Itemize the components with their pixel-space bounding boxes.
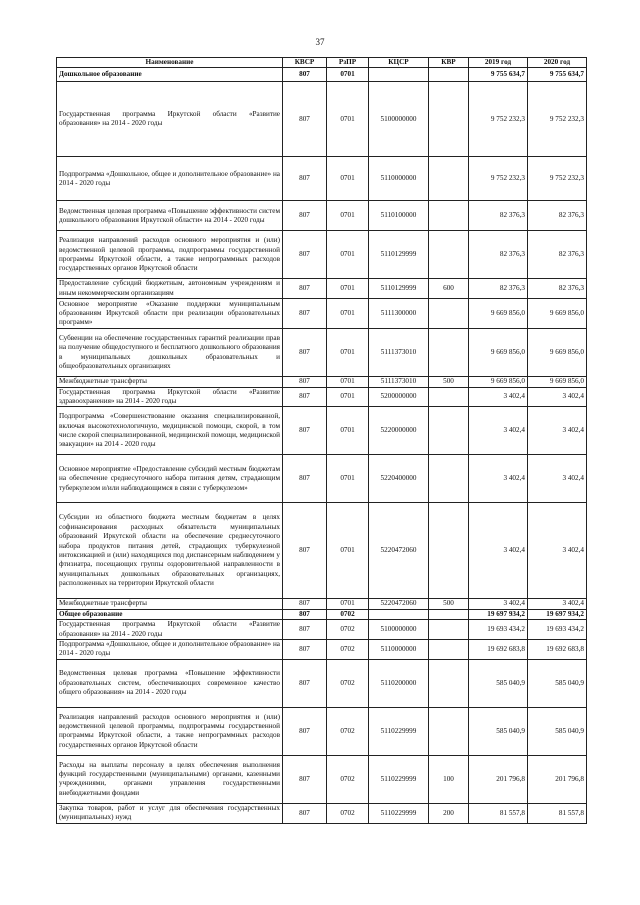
- cell-kvsr: 807: [283, 377, 327, 387]
- cell-kvsr: 807: [283, 609, 327, 619]
- cell-kcsr: 5110000000: [369, 157, 429, 201]
- cell-2019: 9 669 856,0: [469, 329, 528, 377]
- cell-kvsr: 807: [283, 329, 327, 377]
- cell-2020: 82 376,3: [528, 231, 587, 279]
- cell-kvsr: 807: [283, 640, 327, 660]
- cell-name: Основное мероприятие «Предоставление субсидий местным бюджетам на обеспечение среднесуточного набора питания детям, страдающим туберкулезом и/или наблюдающимся в связи с туберкулезом»: [57, 455, 283, 503]
- cell-rzpr: 0701: [327, 407, 369, 455]
- table-row: [57, 609, 587, 619]
- table-row: [57, 279, 587, 299]
- cell-name: Подпрограмма «Совершенствование оказания специализированной, включая высокотехнологичную, медицинской помощи, скорой, в том числе скорой специализированной, медицинской помощи, медицинской эвакуации» на 2014 - 2020 годы: [57, 407, 283, 455]
- cell-rzpr: 0702: [327, 803, 369, 823]
- cell-rzpr: 0701: [327, 201, 369, 231]
- table-row: [57, 157, 587, 201]
- cell-kvr: [429, 157, 469, 201]
- cell-2020: 9 755 634,7: [528, 68, 587, 82]
- table-row: [57, 201, 587, 231]
- budget-table: [56, 57, 587, 824]
- cell-kvr: [429, 620, 469, 640]
- cell-kvsr: 807: [283, 620, 327, 640]
- cell-2019: 3 402,4: [469, 387, 528, 407]
- cell-rzpr: 0701: [327, 157, 369, 201]
- cell-kcsr: [369, 609, 429, 619]
- cell-rzpr: 0702: [327, 707, 369, 755]
- cell-name: Государственная программа Иркутской области «Развитие здравоохранения» на 2014 - 2020 годы: [57, 387, 283, 407]
- table-row: [57, 620, 587, 640]
- cell-kcsr: 5100000000: [369, 620, 429, 640]
- cell-kvr: 600: [429, 279, 469, 299]
- cell-2020: 9 752 232,3: [528, 157, 587, 201]
- cell-2020: 201 796,8: [528, 755, 587, 803]
- cell-rzpr: 0701: [327, 82, 369, 157]
- cell-kcsr: 5110229999: [369, 707, 429, 755]
- cell-kcsr: 5110229999: [369, 803, 429, 823]
- cell-name: Субвенции на обеспечение государственных гарантий реализации прав на получение общедоступного и бесплатного дошкольного образования в муниципальных дошкольных образовательных и общеобразовательных организациях: [57, 329, 283, 377]
- cell-kvsr: 807: [283, 755, 327, 803]
- cell-2020: 3 402,4: [528, 503, 587, 599]
- cell-name: Расходы на выплаты персоналу в целях обеспечения выполнения функций государственными (муниципальными) органами, казенными учреждениями, органами управления государственными внебюджетными фондами: [57, 755, 283, 803]
- cell-2019: 3 402,4: [469, 407, 528, 455]
- cell-2019: 82 376,3: [469, 279, 528, 299]
- cell-2019: 585 040,9: [469, 659, 528, 707]
- cell-kvsr: 807: [283, 599, 327, 609]
- table-row: [57, 755, 587, 803]
- cell-kvr: 500: [429, 599, 469, 609]
- cell-kcsr: 5110000000: [369, 640, 429, 660]
- cell-kvsr: 807: [283, 659, 327, 707]
- cell-kvsr: 807: [283, 68, 327, 82]
- cell-kcsr: 5111373010: [369, 329, 429, 377]
- table-row: [57, 503, 587, 599]
- cell-kcsr: 5111373010: [369, 377, 429, 387]
- cell-name: Основное мероприятие «Оказание поддержки муниципальным образованиям Иркутской области при реализации образовательных программ»: [57, 299, 283, 329]
- cell-2020: 19 693 434,2: [528, 620, 587, 640]
- cell-kvr: [429, 387, 469, 407]
- cell-kcsr: 5220472060: [369, 503, 429, 599]
- cell-kvsr: 807: [283, 407, 327, 455]
- cell-2019: 9 752 232,3: [469, 157, 528, 201]
- cell-2019: 82 376,3: [469, 231, 528, 279]
- cell-rzpr: 0701: [327, 299, 369, 329]
- cell-kvsr: 807: [283, 803, 327, 823]
- cell-2019: 9 752 232,3: [469, 82, 528, 157]
- table-row: [57, 803, 587, 823]
- cell-rzpr: 0701: [327, 455, 369, 503]
- cell-kcsr: 5200000000: [369, 387, 429, 407]
- cell-name: Ведомственная целевая программа «Повышение эффективности систем дошкольного образования Иркутской области» на 2014 - 2020 годы: [57, 201, 283, 231]
- cell-kcsr: 5220472060: [369, 599, 429, 609]
- cell-rzpr: 0702: [327, 640, 369, 660]
- cell-kcsr: [369, 68, 429, 82]
- cell-rzpr: 0701: [327, 68, 369, 82]
- cell-kvr: [429, 82, 469, 157]
- table-row: [57, 329, 587, 377]
- cell-name: Закупка товаров, работ и услуг для обеспечения государственных (муниципальных) нужд: [57, 803, 283, 823]
- cell-kvr: [429, 455, 469, 503]
- cell-rzpr: 0702: [327, 755, 369, 803]
- cell-rzpr: 0701: [327, 387, 369, 407]
- cell-kcsr: 5100000000: [369, 82, 429, 157]
- cell-kcsr: 5110100000: [369, 201, 429, 231]
- cell-kvsr: 807: [283, 157, 327, 201]
- cell-2019: 201 796,8: [469, 755, 528, 803]
- cell-rzpr: 0701: [327, 279, 369, 299]
- cell-rzpr: 0702: [327, 609, 369, 619]
- cell-kvr: 200: [429, 803, 469, 823]
- cell-rzpr: 0701: [327, 231, 369, 279]
- page-number: 37: [315, 37, 325, 47]
- table-header-row: [57, 58, 587, 68]
- cell-kvsr: 807: [283, 299, 327, 329]
- table-row: [57, 68, 587, 82]
- cell-name: Государственная программа Иркутской области «Развитие образования» на 2014 - 2020 годы: [57, 620, 283, 640]
- table-row: [57, 387, 587, 407]
- cell-name: Дошкольное образование: [57, 68, 283, 82]
- cell-rzpr: 0701: [327, 599, 369, 609]
- cell-2019: 585 040,9: [469, 707, 528, 755]
- cell-kcsr: 5220400000: [369, 455, 429, 503]
- cell-2019: 81 557,8: [469, 803, 528, 823]
- cell-kvsr: 807: [283, 707, 327, 755]
- table-row: [57, 299, 587, 329]
- cell-2020: 9 669 856,0: [528, 299, 587, 329]
- cell-2019: 9 669 856,0: [469, 377, 528, 387]
- cell-name: Государственная программа Иркутской области «Развитие образования» на 2014 - 2020 годы: [57, 82, 283, 157]
- cell-2019: 3 402,4: [469, 455, 528, 503]
- cell-kvr: [429, 640, 469, 660]
- table-row: [57, 707, 587, 755]
- cell-2019: 9 669 856,0: [469, 299, 528, 329]
- cell-2020: 9 752 232,3: [528, 82, 587, 157]
- cell-2020: 81 557,8: [528, 803, 587, 823]
- cell-kvr: [429, 231, 469, 279]
- cell-2020: 9 669 856,0: [528, 329, 587, 377]
- cell-2020: 82 376,3: [528, 201, 587, 231]
- cell-kcsr: 5110129999: [369, 231, 429, 279]
- header-2020: 2020 год: [528, 58, 587, 68]
- cell-name: Межбюджетные трансферты: [57, 599, 283, 609]
- header-rzpr: РзПР: [327, 58, 369, 68]
- cell-name: Субсидии из областного бюджета местным бюджетам в целях софинансирования расходных обязательств муниципальных образований Иркутской области на обеспечение среднесуточного набора продуктов питания детей, страдающих туберкулезной интоксикацией и (или) находящихся под диспансерным наблюдением у фтизиатра, посещающих группы оздоровительной направленности в муниципальных дошкольных образовательных организациях, расположенных на территории Иркутской области: [57, 503, 283, 599]
- cell-2019: 3 402,4: [469, 599, 528, 609]
- cell-kvr: 100: [429, 755, 469, 803]
- cell-2019: 19 693 434,2: [469, 620, 528, 640]
- cell-kcsr: 5220000000: [369, 407, 429, 455]
- cell-kvsr: 807: [283, 231, 327, 279]
- cell-kvsr: 807: [283, 82, 327, 157]
- cell-2020: 3 402,4: [528, 407, 587, 455]
- cell-2020: 3 402,4: [528, 455, 587, 503]
- cell-name: Реализация направлений расходов основного мероприятия и (или) ведомственной целевой программы, подпрограммы государственной программы Иркутской области, а также непрограммных расходов государственных органов Иркутской области: [57, 231, 283, 279]
- cell-kcsr: 5110129999: [369, 279, 429, 299]
- table-row: [57, 599, 587, 609]
- cell-2020: 585 040,9: [528, 659, 587, 707]
- cell-2019: 19 692 683,8: [469, 640, 528, 660]
- cell-kcsr: 5110229999: [369, 755, 429, 803]
- header-2019: 2019 год: [469, 58, 528, 68]
- table-row: [57, 231, 587, 279]
- cell-kvsr: 807: [283, 503, 327, 599]
- cell-2020: 9 669 856,0: [528, 377, 587, 387]
- cell-kcsr: 5110200000: [369, 659, 429, 707]
- cell-rzpr: 0702: [327, 659, 369, 707]
- cell-2020: 3 402,4: [528, 387, 587, 407]
- cell-kvr: [429, 609, 469, 619]
- cell-rzpr: 0701: [327, 329, 369, 377]
- cell-2019: 9 755 634,7: [469, 68, 528, 82]
- cell-kvr: [429, 68, 469, 82]
- cell-kvr: [429, 329, 469, 377]
- cell-kvr: 500: [429, 377, 469, 387]
- table-row: [57, 377, 587, 387]
- cell-kvr: [429, 659, 469, 707]
- table-row: [57, 82, 587, 157]
- header-kvsr: КВСР: [283, 58, 327, 68]
- cell-rzpr: 0701: [327, 503, 369, 599]
- cell-kvsr: 807: [283, 387, 327, 407]
- cell-rzpr: 0702: [327, 620, 369, 640]
- cell-rzpr: 0701: [327, 377, 369, 387]
- cell-2020: 585 040,9: [528, 707, 587, 755]
- cell-2019: 19 697 934,2: [469, 609, 528, 619]
- cell-name: Ведомственная целевая программа «Повышение эффективности образовательных систем, обеспечивающих современное качество общего образования» на 2014 - 2020 годы: [57, 659, 283, 707]
- table-row: [57, 659, 587, 707]
- cell-name: Предоставление субсидий бюджетным, автономным учреждениям и иным некоммерческим организациям: [57, 279, 283, 299]
- table-row: [57, 455, 587, 503]
- cell-kvsr: 807: [283, 279, 327, 299]
- cell-name: Подпрограмма «Дошкольное, общее и дополнительное образование» на 2014 - 2020 годы: [57, 640, 283, 660]
- cell-2020: 82 376,3: [528, 279, 587, 299]
- cell-kvr: [429, 201, 469, 231]
- cell-kvr: [429, 707, 469, 755]
- cell-2020: 3 402,4: [528, 599, 587, 609]
- cell-2020: 19 697 934,2: [528, 609, 587, 619]
- table-row: [57, 407, 587, 455]
- cell-name: Реализация направлений расходов основного мероприятия и (или) ведомственной целевой программы, подпрограммы государственной программы Иркутской области, а также непрограммных расходов государственных органов Иркутской области: [57, 707, 283, 755]
- cell-kvr: [429, 407, 469, 455]
- table-body: [57, 68, 587, 823]
- cell-2019: 3 402,4: [469, 503, 528, 599]
- header-kcsr: КЦСР: [369, 58, 429, 68]
- cell-kvr: [429, 503, 469, 599]
- table-row: [57, 640, 587, 660]
- cell-kvr: [429, 299, 469, 329]
- cell-kvsr: 807: [283, 201, 327, 231]
- cell-name: Общее образование: [57, 609, 283, 619]
- cell-name: Межбюджетные трансферты: [57, 377, 283, 387]
- cell-2020: 19 692 683,8: [528, 640, 587, 660]
- cell-2019: 82 376,3: [469, 201, 528, 231]
- cell-kvsr: 807: [283, 455, 327, 503]
- cell-kcsr: 5111300000: [369, 299, 429, 329]
- header-kvr: КВР: [429, 58, 469, 68]
- header-name: Наименование: [57, 58, 283, 68]
- cell-name: Подпрограмма «Дошкольное, общее и дополнительное образование» на 2014 - 2020 годы: [57, 157, 283, 201]
